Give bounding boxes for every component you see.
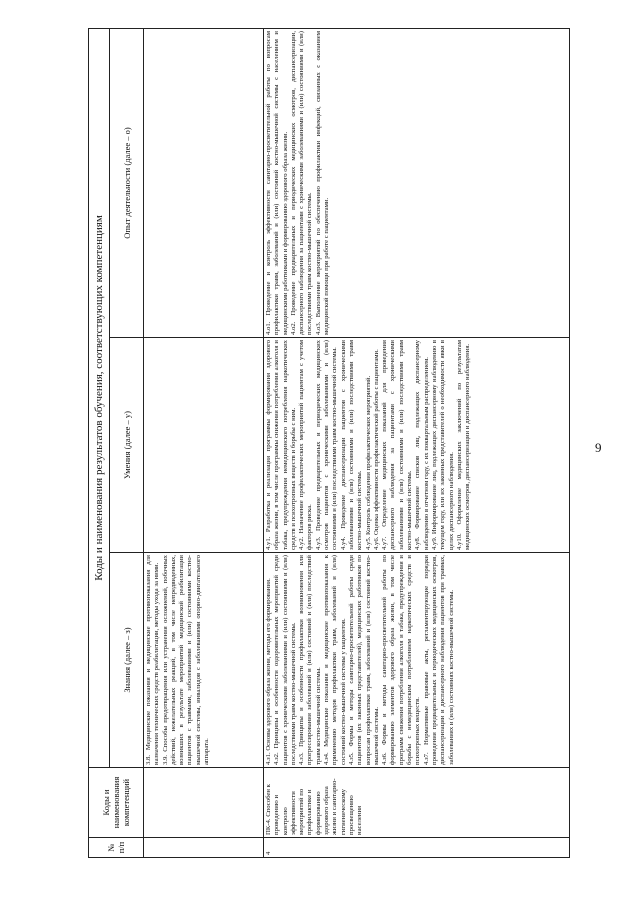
row-prev-experience	[144, 29, 264, 338]
row-prev-skills	[144, 338, 264, 553]
knowledge-item: 4.з7. Нормативные правовые акты, регламентирующие порядки проведения предварительных и периодических медицинских осмотров, диспансеризации и диспансерного наблюдения пациентов при травмах, заболеваниях и (или) состояниях костно-мышечной системы.	[422, 555, 455, 765]
skill-item: 4.у8. Формирование списков лиц, подлежащих диспансерному наблюдению в отчетном году, с их поквартальным распределением.	[414, 340, 430, 550]
table-header-row	[89, 29, 110, 858]
knowledge-item: 4.з3. Принципы и особенности профилактики возникновения или прогрессирования заболеваний и (или) состояний и (или) последствий травм костно-мышечной системы.	[298, 555, 322, 765]
knowledge-item: 4.з5. Формы и методы санитарно-просветительной работы среди пациентов (их законных представителей), медицинских работников по вопросам профилактики травм, заболеваний и (или) состояний костно-мышечной системы.	[347, 555, 380, 765]
skill-item: 4.у2. Назначение профилактических мероприятий пациентам с учетом факторов риска.	[298, 340, 314, 550]
header-knowledge: Знания (далее – з)	[110, 553, 144, 768]
experience-cell	[264, 29, 570, 338]
row-prev-knowledge	[144, 553, 264, 768]
knowledge-cell	[264, 553, 570, 768]
skill-item: 4.у6. Оценка эффективности профилактической работы с пациентами.	[372, 349, 380, 550]
skill-item: 4.у7. Определение медицинских показаний для проведения диспансерного наблюдения за пациентами с хроническими заболеваниями и (или) состояниями и (или) последствиями травм костно-мышечной системы.	[381, 340, 414, 550]
competence-cell: ПК-4. Способен к проведению и контролю эффективности мероприятий по профилактике и формированию здорового образа жизни и санитарно-гигиеническому просвещению населения	[264, 768, 570, 838]
row-number: 4	[264, 838, 570, 858]
knowledge-item: 4.з6. Формы и методы санитарно-просветительной работы по формированию элементов здорового образа жизни, в том числе программ снижения потребления алкоголя и табака, предупреждения и борьбы с немедицинским потреблением наркотических средств и психотропных веществ.	[381, 555, 422, 765]
skill-item: 4.у4. Проведение диспансеризации пациентов с хроническими заболеваниями и (или) состояниями и (или) последствиями травм костно-мышечной системы.	[339, 340, 364, 550]
experience-item: 4.о3. Выполнение мероприятий по обеспечению профилактики инфекций, связанных с оказанием медицинской помощи при работе с пациентами.	[314, 31, 331, 335]
knowledge-item: 4.з1. Основы здорового образа жизни, методы его формирования.	[265, 578, 272, 765]
competence-table	[88, 28, 570, 858]
header-skills: Умения (далее – у)	[110, 338, 144, 553]
knowledge-item: 3.8. Медицинские показания и медицинские противопоказания для назначения технических средств реабилитации, методы ухода за ними.	[145, 555, 161, 765]
row-prev-number	[144, 838, 264, 858]
knowledge-item: 4.з2. Принципы и особенности оздоровительных мероприятий среди пациентов с хроническими заболеваниями и (или) состояниями и (или) последствиями травм костно-мышечной системы.	[273, 555, 297, 765]
skill-item: 4.у10. Оформление медицинских заключений по результатам медицинских осмотров, диспансеризации и диспансерного наблюдения.	[455, 340, 472, 550]
knowledge-item: 3.9. Способы предотвращения или устранения осложнений, побочных действий, нежелательных реакций, в том числе непредвиденных, возникших в результате мероприятий медицинской реабилитации пациентов с травмами, заболеваниями и (или) состояниями костно-мышечной системы, инвалидов с заболеваниями опорно-двигательного аппарата.	[161, 555, 211, 765]
skills-cell	[264, 338, 570, 553]
skill-item: 4.у1. Разработка и реализация программы формирования здорового образа жизни, в том числе программы снижения потребления алкоголя и табака, предупреждения немедицинского потребления наркотических средств и психотропных веществ и борьбы с ним.	[265, 340, 297, 550]
experience-item: 4.о1. Проведение и контроль эффективности санитарно-просветительной работы по вопросам профилактики травм, заболеваний и (или) состояний костно-мышечной системы с населением и медицинскими работниками и формированию здорового образа жизни.	[265, 31, 289, 335]
header-number: № п/п	[89, 838, 144, 858]
knowledge-item: 4.з4. Медицинские показания и медицинские противопоказания к применению методов профилактики травм, заболеваний и (или) состояний костно-мышечной системы у пациентов.	[323, 555, 347, 765]
table-row	[264, 29, 570, 858]
experience-item: 4.о2. Проведение предварительных и периодических медицинских осмотров, диспансеризации, диспансерного наблюдения за пациентами с хроническими заболеваниями и (или) состояниями и (или) последствиями травм костно-мышечной системы.	[289, 31, 314, 335]
page-number: 9	[595, 440, 602, 455]
header-results-group: Коды и наименования результатов обучения, соответствующих компетенциям	[89, 29, 110, 768]
competence-table-sheet	[88, 28, 570, 858]
skill-item: 4.у3. Проведение предварительных и периодических медицинских осмотров пациентов с хроническими заболеваниями и (или) состояниями и (или) последствиями травм костно-мышечной системы.	[314, 340, 339, 550]
header-experience: Опыт деятельности (далее – о)	[110, 29, 144, 338]
skill-item: 4.у5. Контроль соблюдения профилактических мероприятий.	[364, 375, 372, 550]
table-row	[144, 29, 264, 858]
header-competence: Коды и наименования компетенций	[89, 768, 144, 838]
skill-item: 4.у9. Информирование лиц, подлежащих диспансерному наблюдению в текущем году, или их законных представителей о необходимости явки в целях диспансерного наблюдения.	[430, 340, 455, 550]
row-prev-competence	[144, 768, 264, 838]
table-subheader-row	[110, 29, 144, 858]
